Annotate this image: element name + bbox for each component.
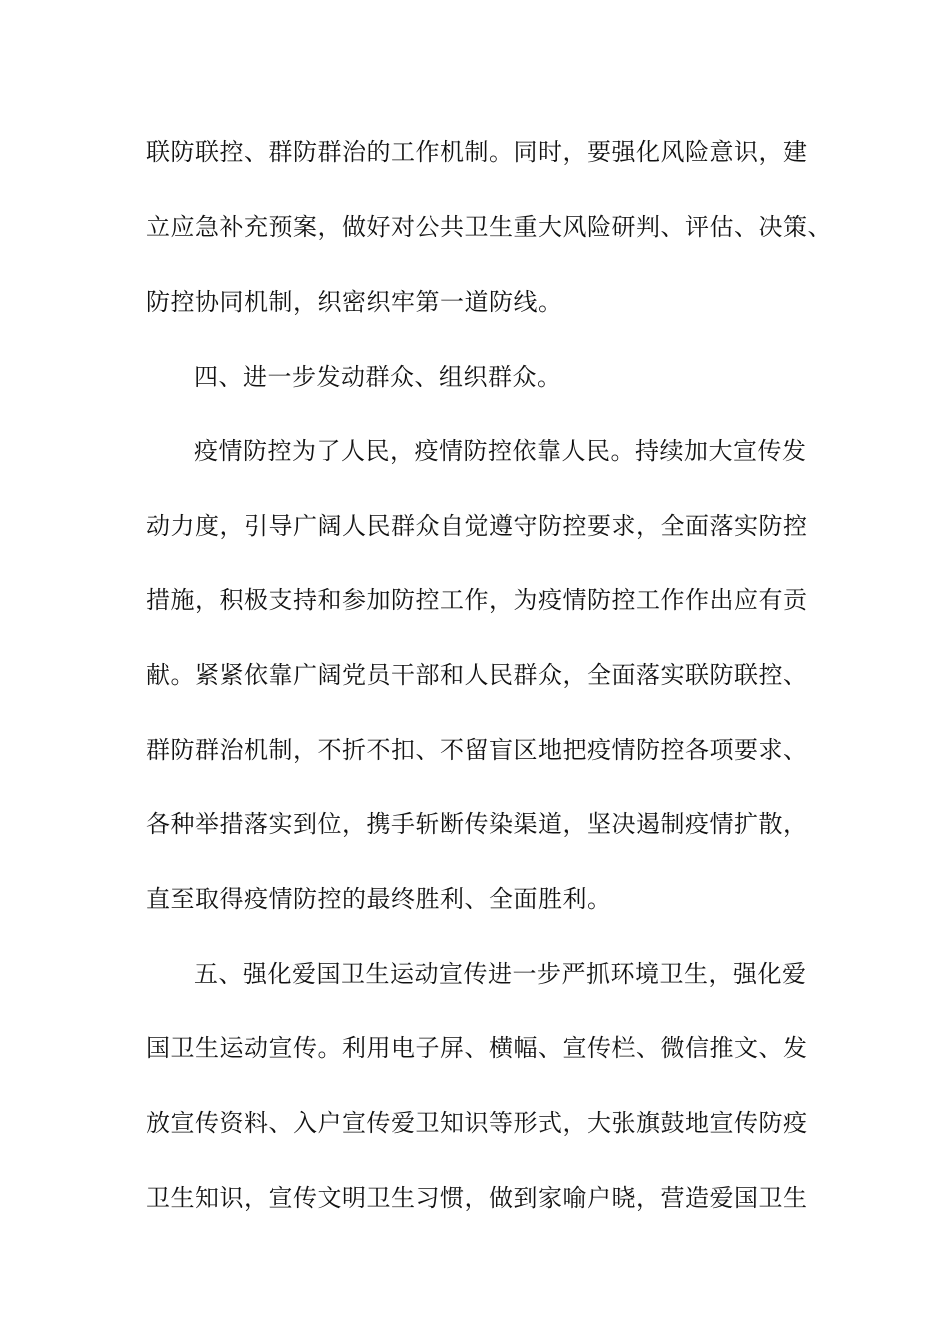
text-line: 卫生知识，宣传文明卫生习惯，做到家喻户晓，营造爱国卫生 bbox=[146, 1184, 808, 1212]
text-line: 直至取得疫情防控的最终胜利、全面胜利。 bbox=[146, 885, 612, 913]
text-line: 群防群治机制，不折不扣、不留盲区地把疫情防控各项要求、 bbox=[146, 736, 808, 764]
text-line: 联防联控、群防群治的工作机制。同时，要强化风险意识，建 bbox=[146, 138, 808, 166]
text-line: 动力度，引导广阔人民群众自觉遵守防控要求，全面落实防控 bbox=[146, 512, 808, 540]
text-line: 献。紧紧依靠广阔党员干部和人民群众，全面落实联防联控、 bbox=[146, 661, 808, 689]
text-line: 放宣传资料、入户宣传爱卫知识等形式，大张旗鼓地宣传防疫 bbox=[146, 1109, 808, 1137]
section-heading: 五、强化爱国卫生运动宣传进一步严抓环境卫生，强化爱 bbox=[194, 960, 807, 988]
text-line: 国卫生运动宣传。利用电子屏、横幅、宣传栏、微信推文、发 bbox=[146, 1034, 808, 1062]
text-line: 疫情防控为了人民，疫情防控依靠人民。持续加大宣传发 bbox=[194, 437, 807, 465]
text-line: 各种举措落实到位，携手斩断传染渠道，坚决遏制疫情扩散， bbox=[146, 810, 808, 838]
text-line: 措施，积极支持和参加防控工作，为疫情防控工作作出应有贡 bbox=[146, 586, 808, 614]
text-line: 防控协同机制，织密织牢第一道防线。 bbox=[146, 288, 563, 316]
text-line: 立应急补充预案，做好对公共卫生重大风险研判、评估、决策、 bbox=[146, 213, 832, 241]
section-heading: 四、进一步发动群众、组织群众。 bbox=[194, 363, 562, 391]
